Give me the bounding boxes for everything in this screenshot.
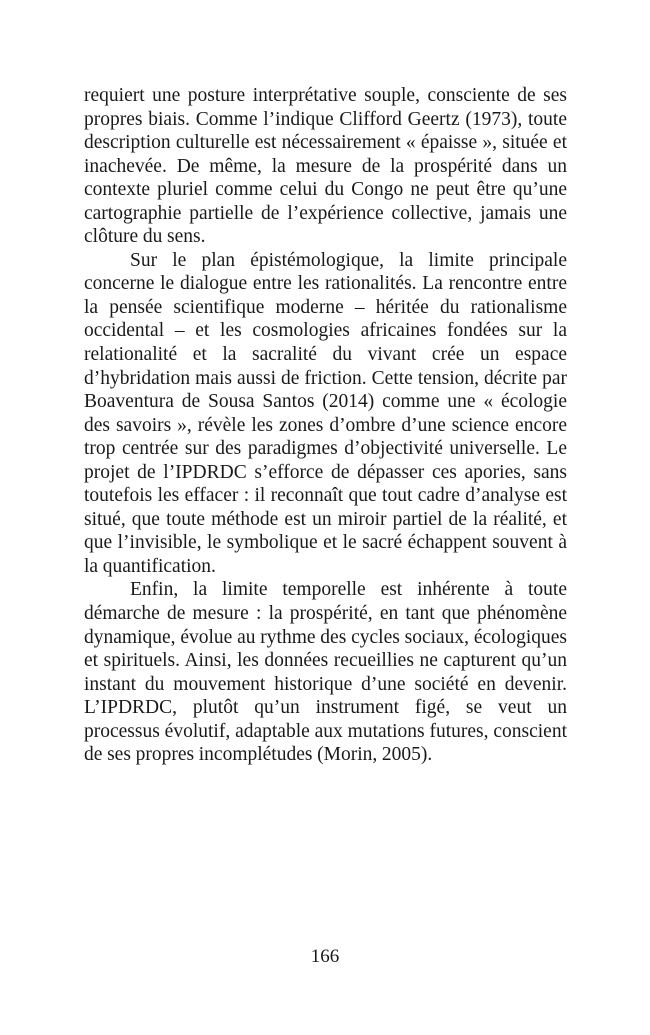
paragraph-temporal-limit: Enfin, la limite temporelle est inhérente à toute démarche de mesure : la prospérité, en tant que phénomène dynamique, évolue au rythme des cycles sociaux, écologiques et spirituels. Ainsi, les données recueillies ne capturent qu’un instant du mouvement historique d’une société en devenir. L’IPDRDC, plutôt qu’un instrument figé, se veut un processus évolutif, adaptable aux mutations futures, conscient de ses propres incomplétudes (Morin, 2005).	[84, 579, 567, 766]
body-text	[84, 84, 567, 767]
page-number: 166	[310, 946, 340, 967]
paragraph-continuation: requiert une posture interprétative souple, consciente de ses propres biais. Comme l’indique Clifford Geertz (1973), toute description culturelle est nécessairement « épaisse », située et inachevée. De même, la mesure de la prospérité dans un contexte pluriel comme celui du Congo ne peut être qu’une cartographie partielle de l’expérience collective, jamais une clôture du sens.	[84, 85, 567, 248]
paragraph-epistemological-limit: Sur le plan épistémologique, la limite principale concerne le dialogue entre les rationalités. La rencontre entre la pensée scientifique moderne – héritée du rationalisme occidental – et les cosmologies africaines fondées sur la relationalité et la sacralité du vivant crée un espace d’hybridation mais aussi de friction. Cette tension, décrite par Boaventura de Sousa Santos (2014) comme une « écologie des savoirs », révèle les zones d’ombre d’une science encore trop centrée sur des paradigmes d’objectivité universelle. Le projet de l’IPDRDC s’efforce de dépasser ces apories, sans toutefois les effacer : il reconnaît que tout cadre d’analyse est situé, que toute méthode est un miroir partiel de la réalité, et que l’invisible, le symbolique et le sacré échappent souvent à la quantification.	[84, 249, 567, 577]
